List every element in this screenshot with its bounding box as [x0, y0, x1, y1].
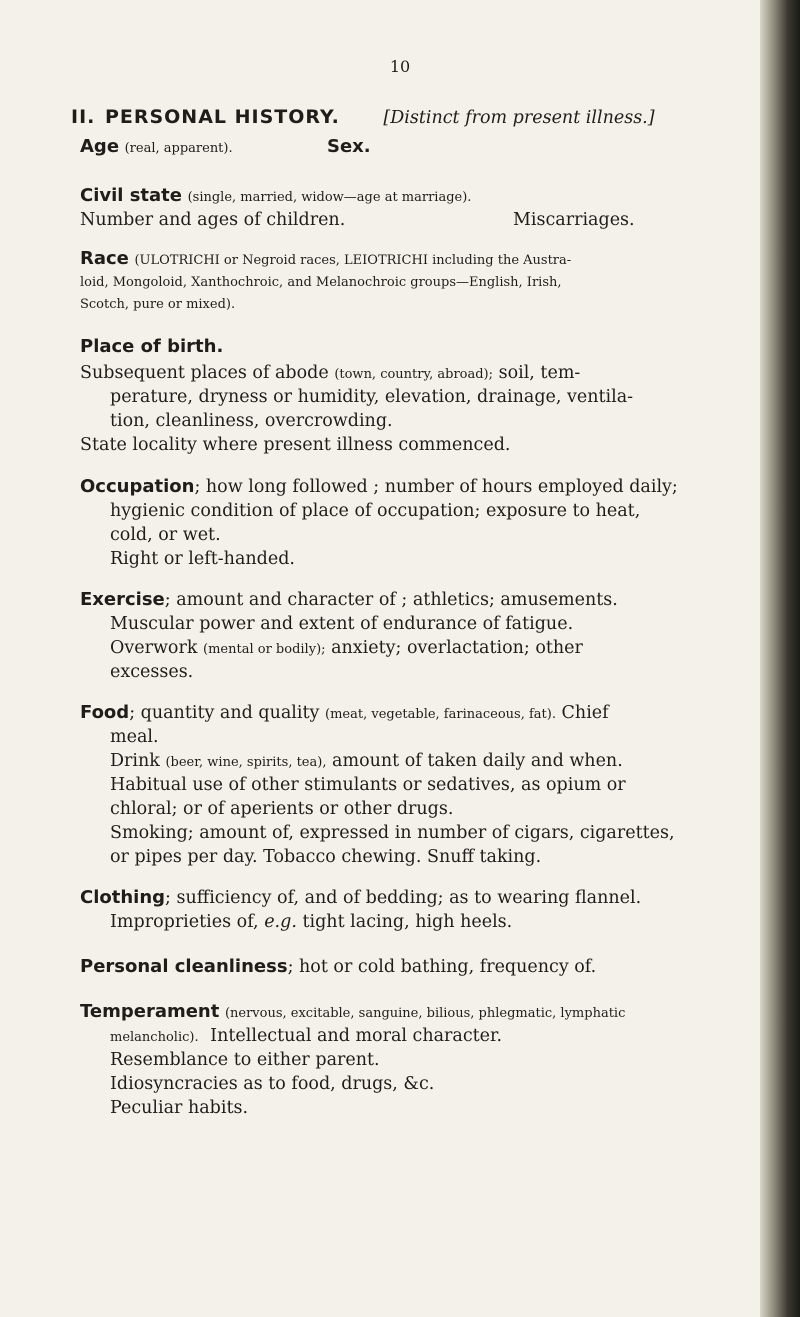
- food-line-6: Smoking; amount of, expressed in number of cigars, cigarettes,: [110, 823, 675, 843]
- cleanliness-line: Personal cleanliness; hot or cold bathing, frequency of.: [80, 956, 597, 977]
- birth-line-4: State locality where present illness commenced.: [80, 435, 511, 455]
- section-number: II.: [71, 106, 96, 128]
- occupation-line-1: Occupation; how long followed ; number of hours employed daily;: [80, 476, 678, 497]
- food-line-2: meal.: [110, 727, 159, 747]
- occupation-line-3: cold, or wet.: [110, 525, 221, 545]
- page-binding-edge: [760, 0, 800, 1317]
- exercise-label: Exercise: [80, 589, 165, 610]
- temperament-line-2: melancholic). Intellectual and moral character.: [110, 1026, 503, 1046]
- page-number: 10: [389, 57, 411, 76]
- civil-state-line: [80, 184, 471, 210]
- exercise-line-3: Overwork (mental or bodily); anxiety; overlactation; other: [110, 638, 583, 658]
- age-detail: (real, apparent).: [124, 141, 233, 156]
- exercise-line-2: Muscular power and extent of endurance of fatigue.: [110, 614, 574, 634]
- exercise-line-4: excesses.: [110, 662, 194, 682]
- food-line-7: or pipes per day. Tobacco chewing. Snuff taking.: [110, 847, 542, 867]
- temperament-line-5: Peculiar habits.: [110, 1098, 249, 1118]
- race-line-1: Race (ULOTRICHI or Negroid races, LEIOTRICHI including the Austra-: [80, 248, 572, 269]
- cleanliness-label: Personal cleanliness: [80, 956, 288, 977]
- temperament-line-4: Idiosyncracies as to food, drugs, &c.: [110, 1074, 435, 1094]
- clothing-line-1: Clothing; sufficiency of, and of bedding; as to wearing flannel.: [80, 887, 642, 908]
- civil-state-detail: (single, married, widow—age at marriage).: [187, 190, 472, 205]
- section-heading: [71, 105, 655, 130]
- race-line-2: loid, Mongoloid, Xanthochroic, and Melanochroic groups—English, Irish,: [80, 275, 562, 290]
- birth-line-3: tion, cleanliness, overcrowding.: [110, 411, 393, 431]
- age-line: [80, 135, 233, 161]
- birth-line-1: Subsequent places of abode (town, country, abroad); soil, tem-: [80, 363, 581, 383]
- food-label: Food: [80, 702, 130, 723]
- section-note: [Distinct from present illness.]: [383, 108, 655, 128]
- miscarriages-text: Miscarriages.: [513, 210, 635, 230]
- clothing-label: Clothing: [80, 887, 166, 908]
- race-line-3: Scotch, pure or mixed).: [80, 297, 236, 312]
- temperament-label: Temperament: [80, 1001, 220, 1022]
- exercise-line-1: Exercise; amount and character of ; athletics; amusements.: [80, 589, 618, 610]
- birth-line-2: perature, dryness or humidity, elevation, drainage, ventila-: [110, 387, 634, 407]
- temperament-line-3: Resemblance to either parent.: [110, 1050, 380, 1070]
- sex-label: Sex.: [327, 136, 371, 157]
- clothing-line-2: Improprieties of, e.g. tight lacing, high heels.: [110, 912, 513, 932]
- food-line-5: chloral; or of aperients or other drugs.: [110, 799, 454, 819]
- race-label: Race: [80, 248, 129, 269]
- age-label: Age: [80, 136, 120, 157]
- occupation-line-4: Right or left-handed.: [110, 549, 295, 569]
- section-title: PERSONAL HISTORY.: [104, 106, 340, 128]
- occupation-label: Occupation: [80, 476, 195, 497]
- civil-state-label: Civil state: [80, 185, 182, 206]
- temperament-line-1: Temperament (nervous, excitable, sanguine, bilious, phlegmatic, lymphatic: [80, 1001, 626, 1022]
- food-line-1: Food; quantity and quality (meat, vegetable, farinaceous, fat). Chief: [80, 702, 609, 723]
- place-of-birth-label: Place of birth.: [80, 336, 224, 357]
- food-line-3: Drink (beer, wine, spirits, tea), amount of taken daily and when.: [110, 751, 623, 771]
- food-line-4: Habitual use of other stimulants or sedatives, as opium or: [110, 775, 626, 795]
- children-text: Number and ages of children.: [80, 210, 346, 230]
- occupation-line-2: hygienic condition of place of occupation; exposure to heat,: [110, 501, 641, 521]
